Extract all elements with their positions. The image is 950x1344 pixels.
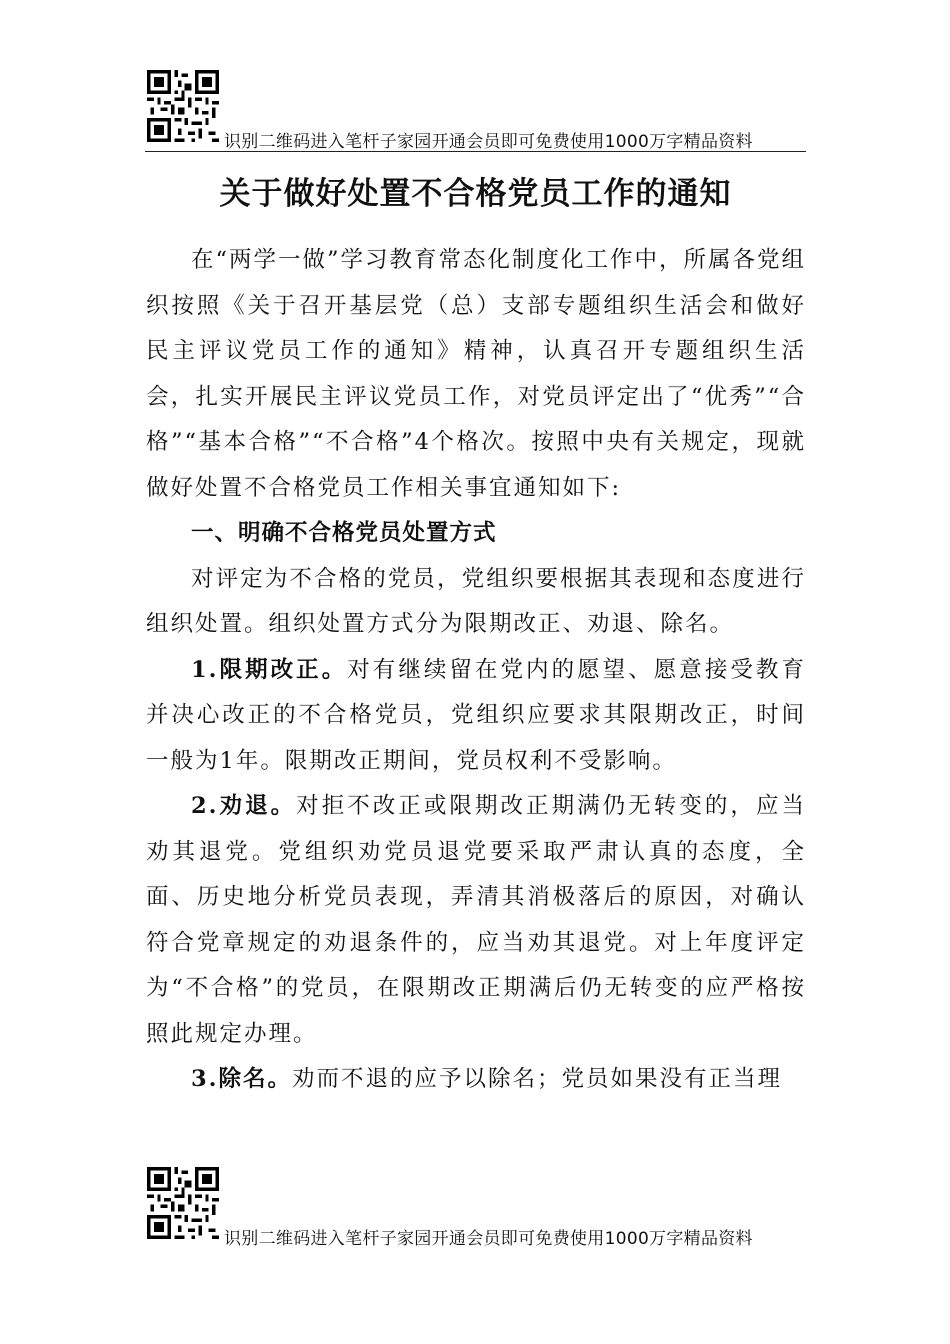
- list-item: [146, 1057, 806, 1103]
- intro-paragraph: 在“两学一做”学习教育常态化制度化工作中，所属各党组织按照《关于召开基层党（总）支部专题组织生活会和做好民主评议党员工作的通知》精神，认真召开专题组织生活会，扎实开展民主评议党员工作，对党员评定出了“优秀”“合格”“基本合格”“不合格”4个格次。按照中央有关规定，现就做好处置不合格党员工作相关事宜通知如下:: [146, 247, 807, 501]
- item-text: 劝而不退的应予以除名；党员如果没有正当理: [292, 1066, 783, 1092]
- document-body: [146, 238, 806, 1103]
- footer-promo-note: 识别二维码进入笔杆子家园开通会员即可免费使用1000万字精品资料: [224, 1229, 753, 1249]
- item-text: 对拒不改正或限期改正期满仍无转变的，应当劝其退党。党组织劝党员退党要采取严肃认真的态度，全面、历史地分析党员表现，弄清其消极落后的原因，对确认符合党章规定的劝退条件的，应当劝其退党。对上年度评定为“不合格”的党员，在限期改正期满后仍无转变的应严格按照此规定办理。: [146, 793, 806, 1047]
- section-intro-paragraph: 对评定为不合格的党员，党组织要根据其表现和态度进行组织处置。组织处置方式分为限期改正、劝退、除名。: [146, 565, 806, 637]
- item-text: 对有继续留在党内的愿望、愿意接受教育并决心改正的不合格党员，党组织应要求其限期改正，时间一般为1年。限期改正期间，党员权利不受影响。: [146, 656, 806, 774]
- header-promo-note: 识别二维码进入笔杆子家园开通会员即可免费使用1000万字精品资料: [224, 132, 753, 152]
- header-divider: [145, 151, 806, 152]
- item-lead: 2.劝退。: [191, 793, 297, 819]
- list-item: [146, 648, 806, 785]
- document-title: 关于做好处置不合格党员工作的通知: [219, 176, 732, 212]
- section-heading: 一、明确不合格党员处置方式: [191, 520, 497, 546]
- item-lead: 1.限期改正。: [191, 656, 348, 683]
- qr-code-icon: [147, 1167, 219, 1239]
- item-lead: 3.除名。: [191, 1066, 292, 1092]
- qr-code-icon: [147, 70, 219, 142]
- list-item: [146, 784, 806, 1057]
